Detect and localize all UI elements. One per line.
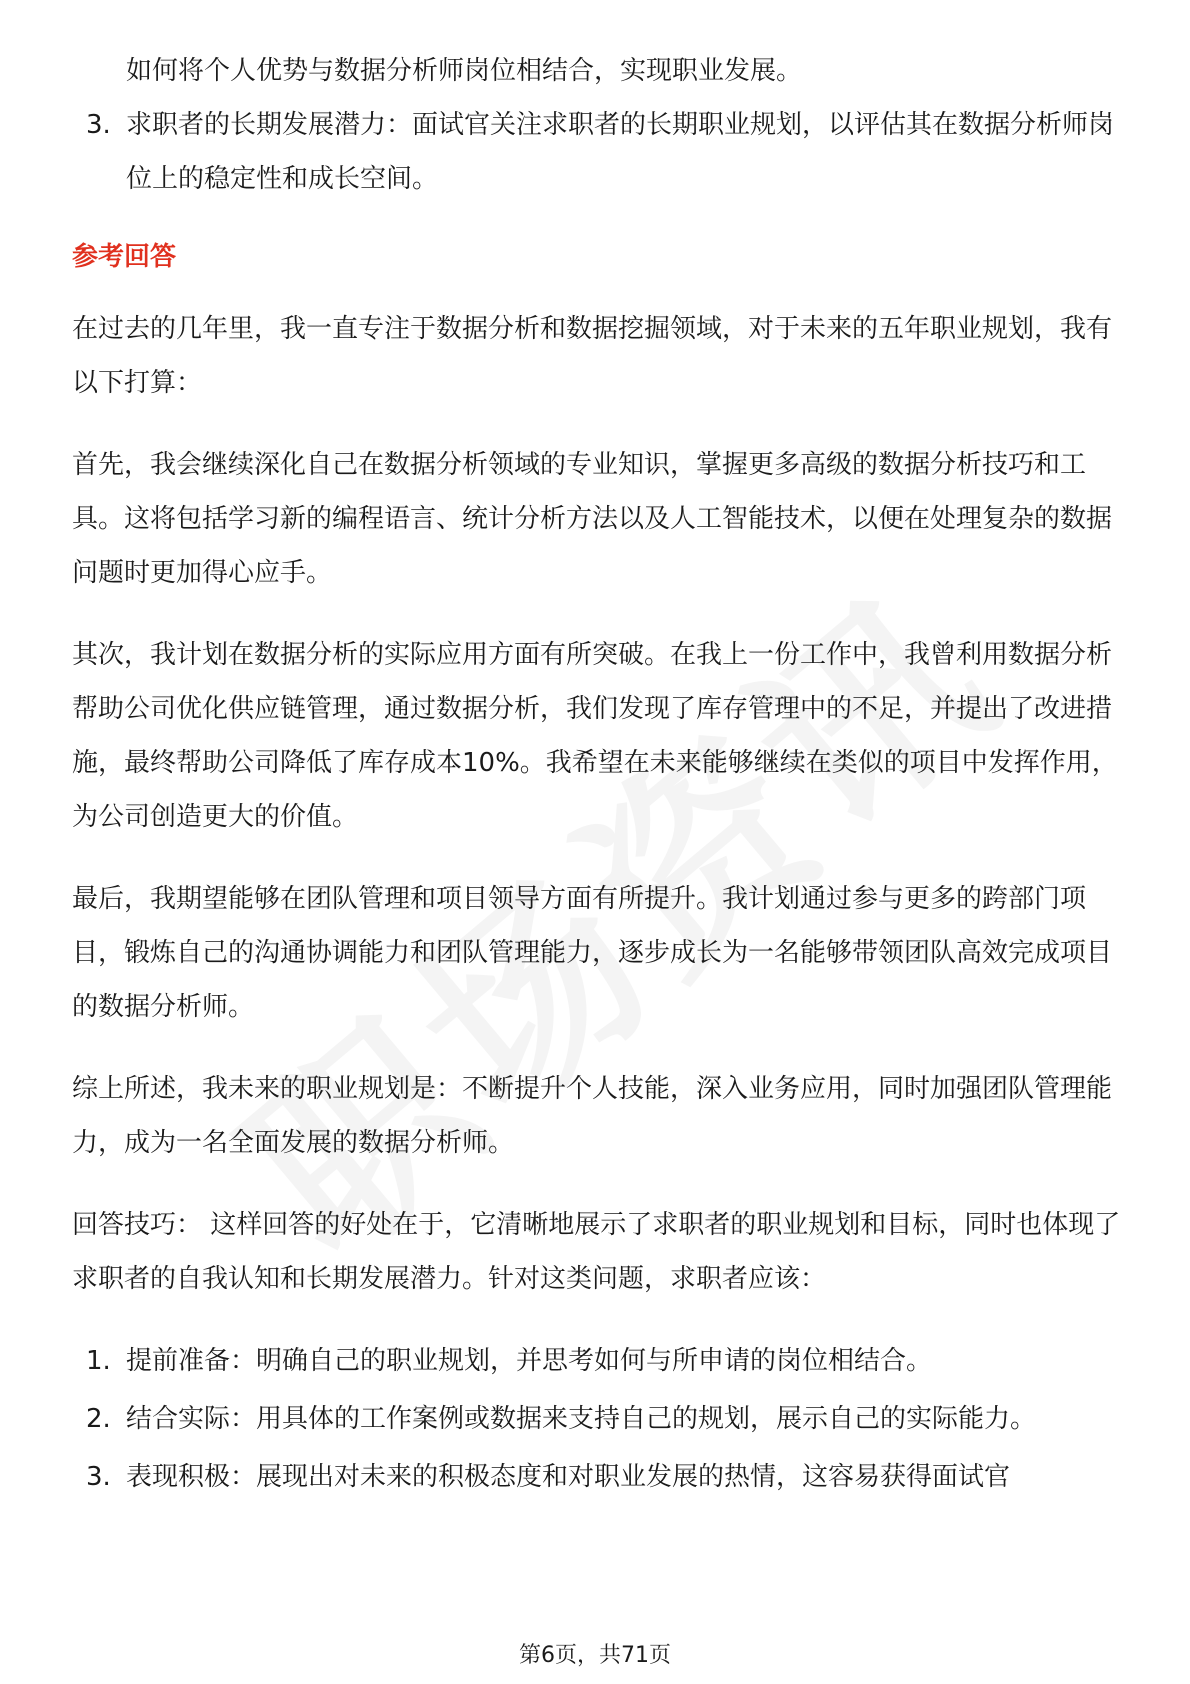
- list-text: 结合实际：用具体的工作案例或数据来支持自己的规划，展示自己的实际能力。: [126, 1404, 1037, 1434]
- list-text: 表现积极：展现出对未来的积极态度和对职业发展的热情，这容易获得面试官: [126, 1462, 1011, 1492]
- paragraph: 综上所述，我未来的职业规划是：不断提升个人技能，深入业务应用，同时加强团队管理能力，成为一名全面发展的数据分析师。: [72, 1074, 1113, 1158]
- list-text: 求职者的长期发展潜力：面试官关注求职者的长期职业规划，以评估其在数据分析师岗位上的稳定性和成长空间。: [126, 110, 1115, 194]
- paragraph: 首先，我会继续深化自己在数据分析领域的专业知识，掌握更多高级的数据分析技巧和工具。这将包括学习新的编程语言、统计分析方法以及人工智能技术，以便在处理复杂的数据问题时更加得心应手。: [72, 450, 1113, 588]
- list-item: [72, 1392, 1122, 1446]
- paragraph: 最后，我期望能够在团队管理和项目领导方面有所提升。我计划通过参与更多的跨部门项目，锻炼自己的沟通协调能力和团队管理能力，逐步成长为一名能够带领团队高效完成项目的数据分析师。: [72, 884, 1113, 1022]
- continued-list-text: 如何将个人优势与数据分析师岗位相结合，实现职业发展。: [126, 56, 803, 86]
- paragraph: 其次，我计划在数据分析的实际应用方面有所突破。在我上一份工作中，我曾利用数据分析帮助公司优化供应链管理，通过数据分析，我们发现了库存管理中的不足，并提出了改进措施，最终帮助公司降低了库存成本10%。我希望在未来能够继续在类似的项目中发挥作用，为公司创造更大的价值。: [72, 640, 1118, 832]
- list-item: [72, 1334, 1122, 1388]
- tips-list: [72, 1334, 1122, 1504]
- list-number: 3.: [86, 1462, 111, 1492]
- page-content: [72, 44, 1122, 1508]
- answer-tips-intro: 回答技巧： 这样回答的好处在于，它清晰地展示了求职者的职业规划和目标，同时也体现了求职者的自我认知和长期发展潜力。针对这类问题，求职者应该：: [72, 1210, 1121, 1294]
- list-number: 2.: [86, 1404, 111, 1434]
- list-number: 1.: [86, 1346, 111, 1376]
- top-list: [72, 98, 1122, 206]
- section-heading: 参考回答: [72, 242, 177, 272]
- list-text: 提前准备：明确自己的职业规划，并思考如何与所申请的岗位相结合。: [126, 1346, 933, 1376]
- page-number: 第6页，共71页: [519, 1643, 671, 1668]
- paragraph: 在过去的几年里，我一直专注于数据分析和数据挖掘领域，对于未来的五年职业规划，我有以下打算：: [72, 314, 1113, 398]
- list-number: 3.: [86, 110, 111, 140]
- list-item: [72, 1450, 1122, 1504]
- list-item: [72, 98, 1122, 206]
